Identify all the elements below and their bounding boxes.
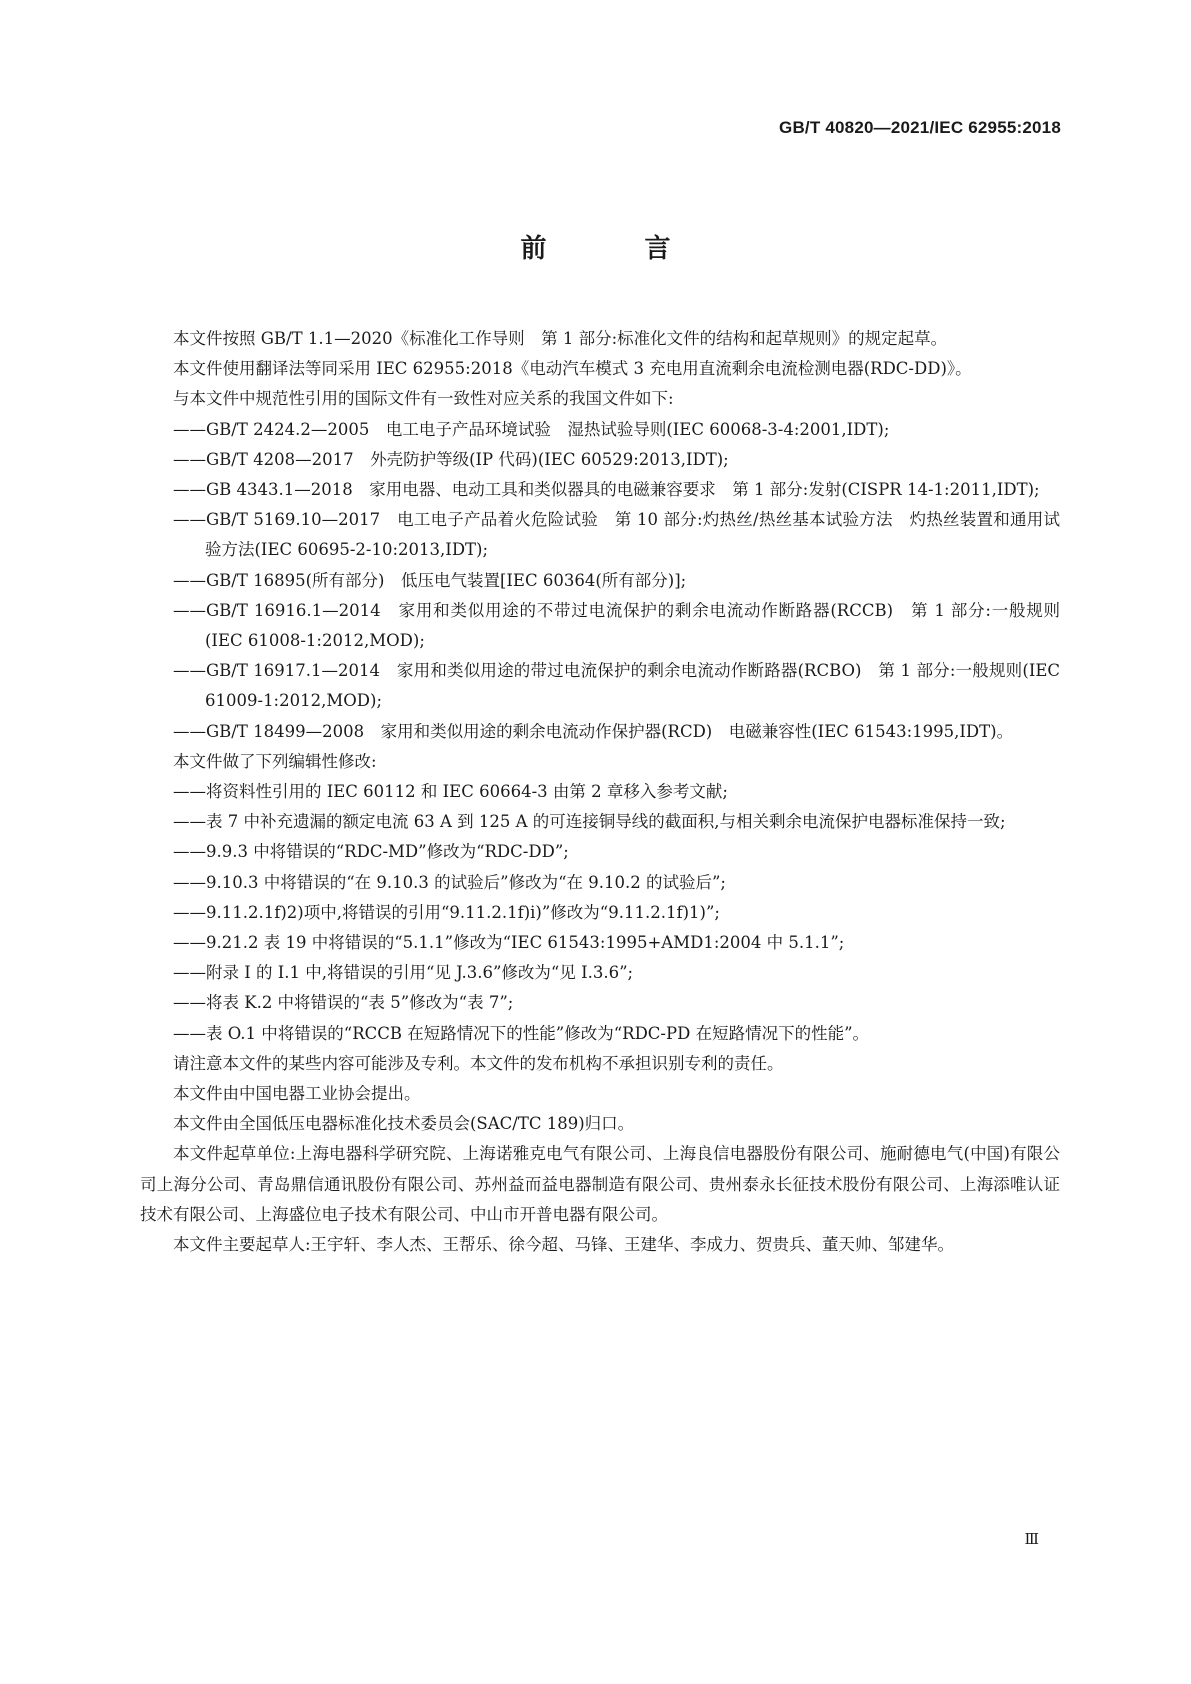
intro-paragraph: 本文件使用翻译法等同采用 IEC 62955:2018《电动汽车模式 3 充电用直流剩余电流检测电器(RDC-DD)》。 [173,359,972,379]
standard-code-header: GB/T 40820—2021/IEC 62955:2018 [779,118,1061,137]
change-item: ——9.11.2.1f)2)项中,将错误的引用“9.11.2.1f)i)”修改为“9.11.2.1f)1)”; [173,902,720,922]
reference-item: ——GB/T 16895(所有部分) 低压电气装置[IEC 60364(所有部分)]; [173,570,687,590]
change-item: ——将资料性引用的 IEC 60112 和 IEC 60664-3 由第 2 章移入参考文献; [173,782,728,802]
change-item: ——表 7 中补充遗漏的额定电流 63 A 到 125 A 的可连接铜导线的截面积,与相关剩余电流保护电器标准保持一致; [173,812,1006,832]
reference-item: ——GB 4343.1—2018 家用电器、电动工具和类似器具的电磁兼容要求 第 1 部分:发射(CISPR 14-1:2011,IDT); [173,480,1040,500]
reference-item: ——GB/T 4208—2017 外壳防护等级(IP 代码)(IEC 60529:2013,IDT); [173,449,729,469]
document-body [140,324,1060,1260]
reference-item: ——GB/T 2424.2—2005 电工电子产品环境试验 湿热试验导则(IEC 60068-3-4:2001,IDT); [173,419,890,439]
change-item: ——9.9.3 中将错误的“RDC-MD”修改为“RDC-DD”; [173,842,569,862]
proposer-paragraph: 本文件由中国电器工业协会提出。 [173,1084,421,1104]
change-item: ——9.10.3 中将错误的“在 9.10.3 的试验后”修改为“在 9.10.2 的试验后”; [173,872,726,892]
committee-paragraph: 本文件由全国低压电器标准化技术委员会(SAC/TC 189)归口。 [173,1114,635,1134]
drafters-paragraph: 本文件主要起草人:王宇轩、李人杰、王帮乐、徐今超、马锋、王建华、李成力、贺贵兵、董天帅、邹建华。 [173,1235,955,1255]
change-item: ——将表 K.2 中将错误的“表 5”修改为“表 7”; [173,993,514,1013]
changes-intro: 本文件做了下列编辑性修改: [173,751,377,771]
change-item: ——附录 I 的 I.1 中,将错误的引用“见 J.3.6”修改为“见 I.3.6”; [173,963,634,983]
reference-item: ——GB/T 16916.1—2014 家用和类似用途的不带过电流保护的剩余电流动作断路器(RCCB) 第 1 部分:一般规则(IEC 61008-1:2012,MOD); [173,600,1060,651]
page-number: Ⅲ [1024,1530,1039,1548]
change-item: ——9.21.2 表 19 中将错误的“5.1.1”修改为“IEC 61543:1995+AMD1:2004 中 5.1.1”; [173,933,845,953]
drafting-units-paragraph: 本文件起草单位:上海电器科学研究院、上海诺雅克电气有限公司、上海良信电器股份有限公司、施耐德电气(中国)有限公司上海分公司、青岛鼎信通讯股份有限公司、苏州益而益电器制造有限公司、贵州泰永长征技术股份有限公司、上海添唯认证技术有限公司、上海盛位电子技术有限公司、中山市开普电器有限公司。 [140,1144,1060,1224]
page-title: 前 言 [520,234,707,264]
patent-notice: 请注意本文件的某些内容可能涉及专利。本文件的发布机构不承担识别专利的责任。 [173,1053,784,1073]
change-item: ——表 O.1 中将错误的“RCCB 在短路情况下的性能”修改为“RDC-PD 在短路情况下的性能”。 [173,1023,870,1043]
reference-item: ——GB/T 5169.10—2017 电工电子产品着火危险试验 第 10 部分:灼热丝/热丝基本试验方法 灼热丝装置和通用试验方法(IEC 60695-2-10:2013,IDT); [173,510,1060,560]
reference-item: ——GB/T 16917.1—2014 家用和类似用途的带过电流保护的剩余电流动作断路器(RCBO) 第 1 部分:一般规则(IEC 61009-1:2012,MOD); [173,661,1060,711]
intro-paragraph: 本文件按照 GB/T 1.1—2020《标准化工作导则 第 1 部分:标准化文件的结构和起草规则》的规定起草。 [173,329,948,348]
intro-paragraph: 与本文件中规范性引用的国际文件有一致性对应关系的我国文件如下: [173,389,674,409]
reference-item: ——GB/T 18499—2008 家用和类似用途的剩余电流动作保护器(RCD) 电磁兼容性(IEC 61543:1995,IDT)。 [173,721,1014,741]
